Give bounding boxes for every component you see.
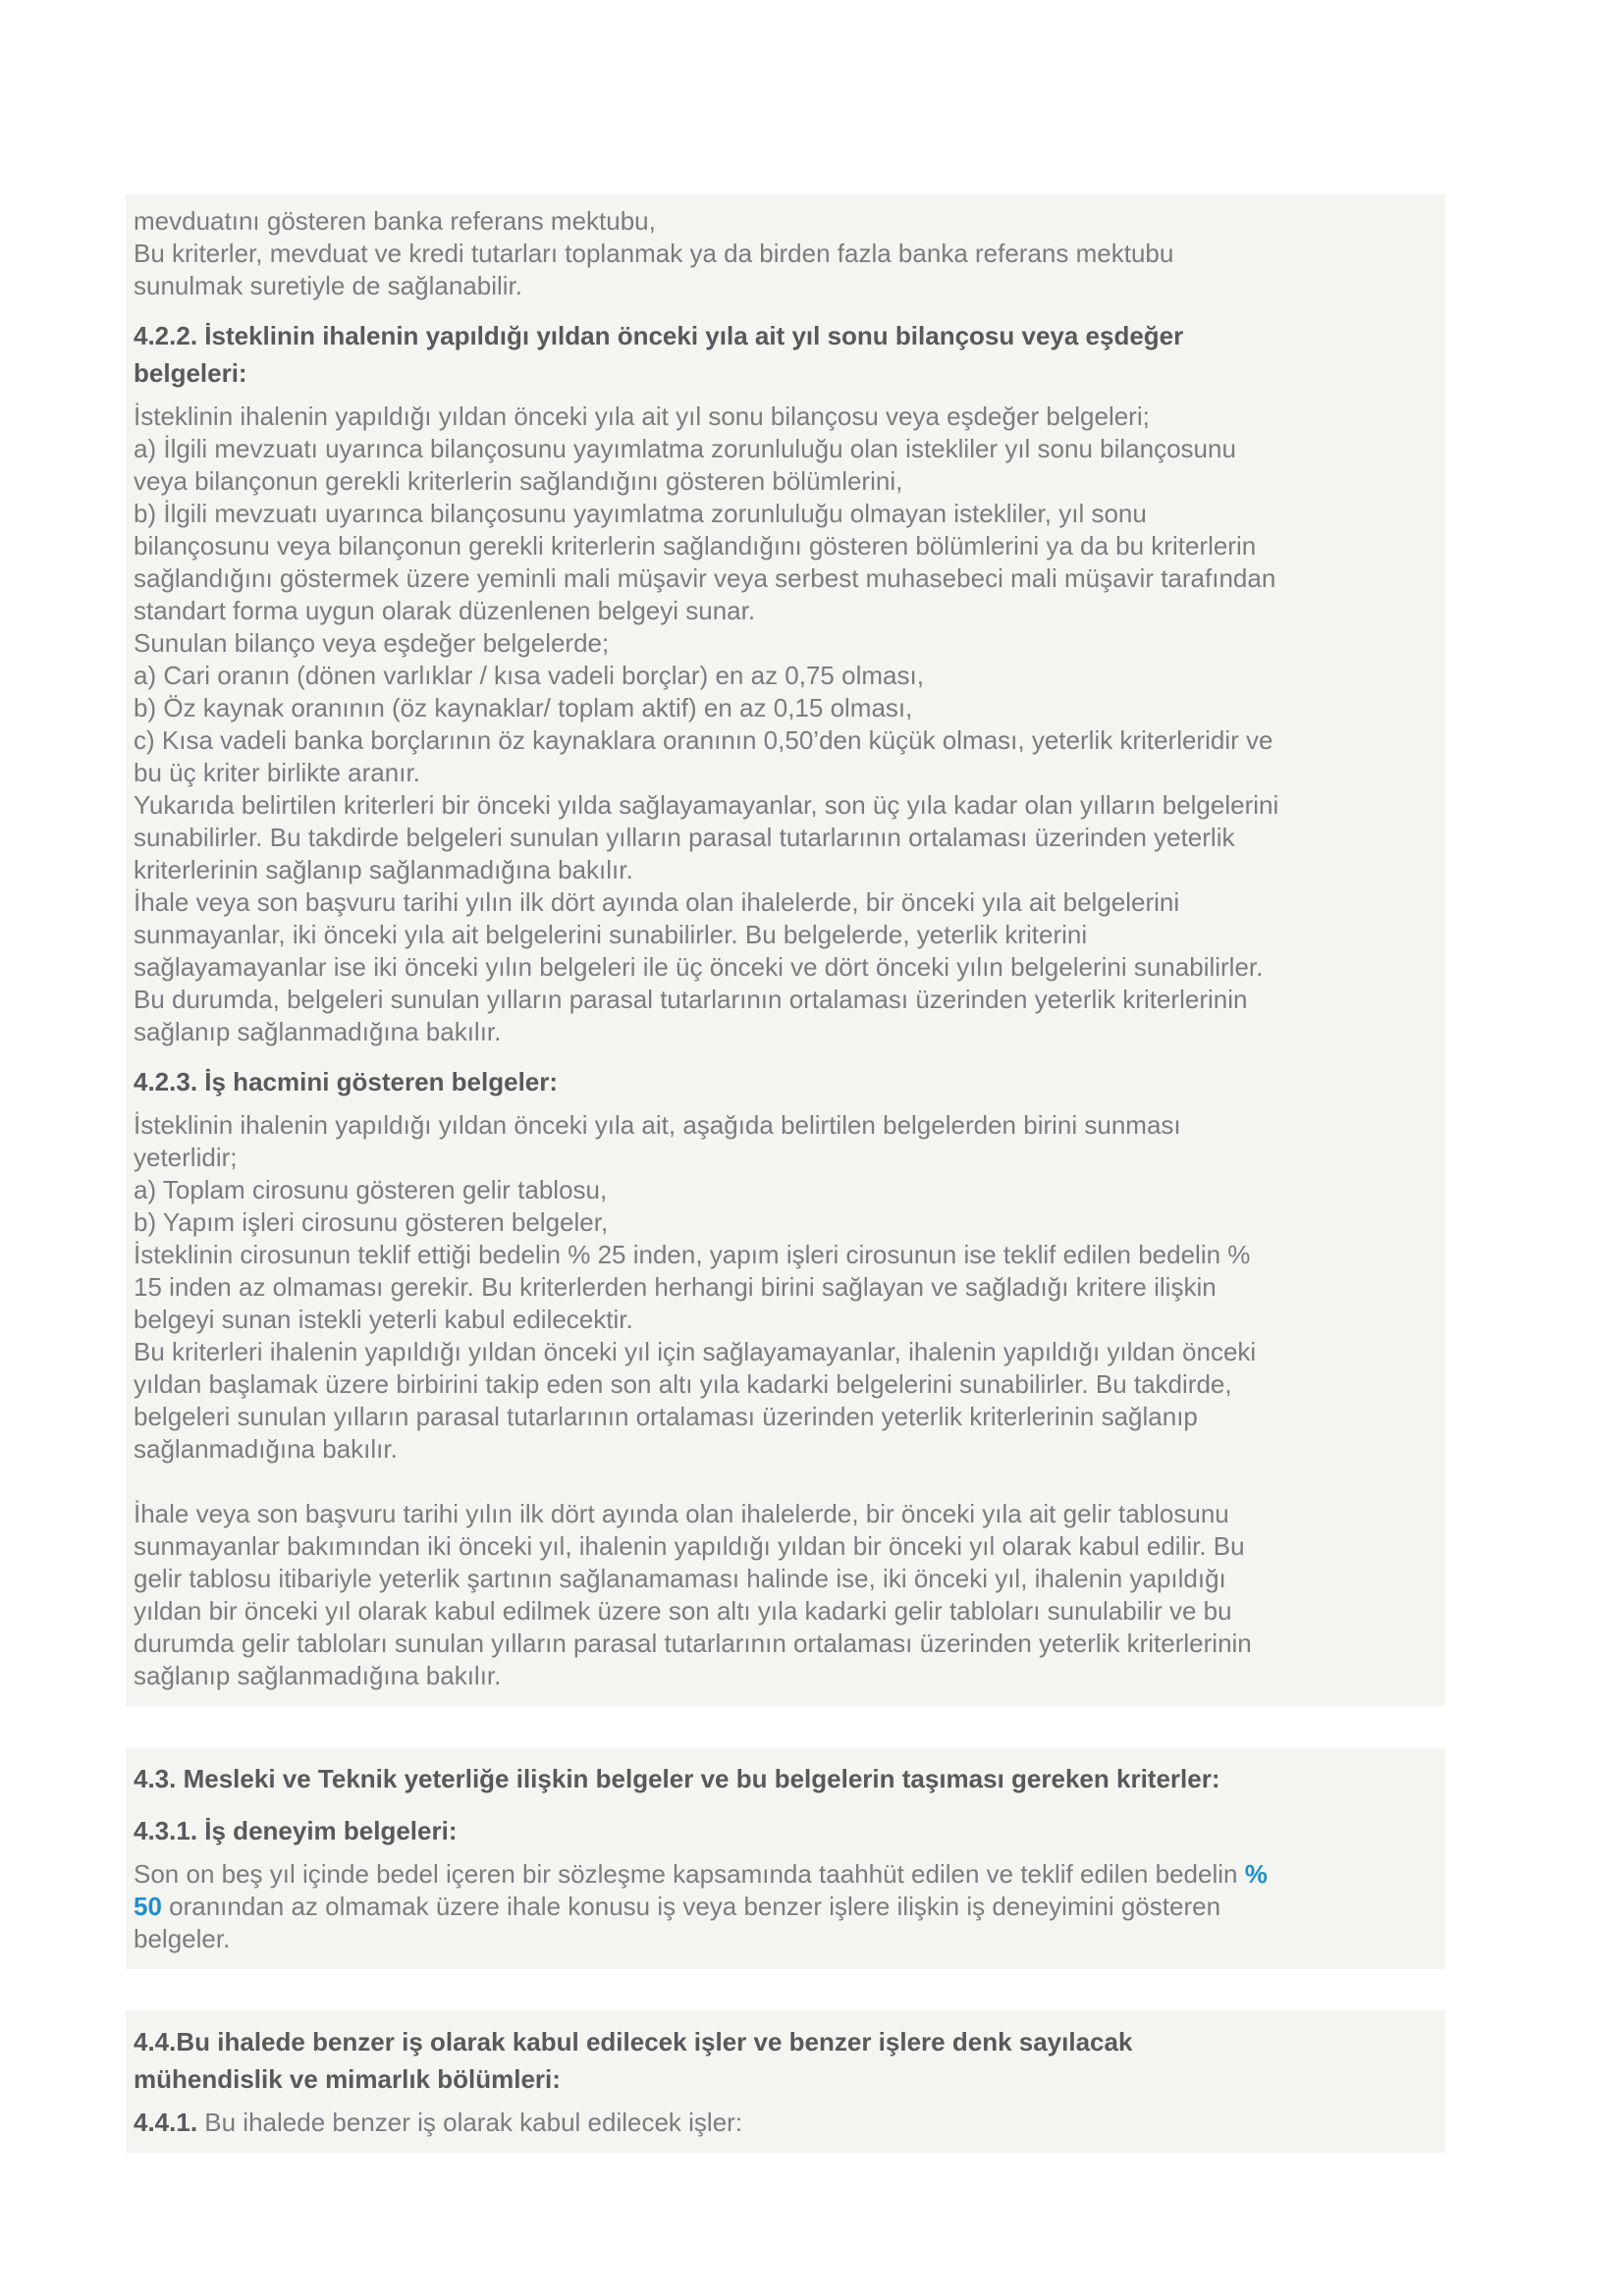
text-line: Yukarıda belirtilen kriterleri bir önceki yılda sağlayamayanlar, son üç yıla kadar olan yılların belgelerini xyxy=(134,790,1279,820)
text-line xyxy=(134,2107,1437,2139)
text-line: standart forma uygun olarak düzenlenen belgeyi sunar. xyxy=(134,596,756,625)
text-line: 4.3.1. İş deneyim belgeleri: xyxy=(134,1816,458,1845)
text-line: durumda gelir tabloları sunulan yılların parasal tutarlarının ortalaması üzerinden yeterlik kriterlerinin xyxy=(134,1629,1252,1658)
text-line: İhale veya son başvuru tarihi yılın ilk dört ayında olan ihalelerde, bir önceki yıla ait gelir tablosunu xyxy=(134,1499,1229,1528)
document-root xyxy=(126,194,1445,2153)
text-line: sağlanmadığına bakılır. xyxy=(134,1434,398,1464)
text-segment: Bu ihalede benzer iş olarak kabul edilecek işler: xyxy=(197,2108,743,2137)
text-line: 15 inden az olmaması gerekir. Bu kriterlerden herhangi birini sağlayan ve sağladığı kritere ilişkin xyxy=(134,1272,1217,1302)
text-line: 4.2.3. İş hacmini gösteren belgeler: xyxy=(134,1067,559,1096)
section-economic-qualification xyxy=(126,194,1445,1706)
text-line xyxy=(134,1466,1437,1498)
text-line: belgeyi sunan istekli yeterli kabul edilecektir. xyxy=(134,1305,633,1334)
text-line: 4.2.2. İsteklinin ihalenin yapıldığı yıldan önceki yıla ait yıl sonu bilançosu veya eşdeğer xyxy=(134,321,1184,350)
paragraph xyxy=(134,1109,1437,1692)
text-line: İhale veya son başvuru tarihi yılın ilk dört ayında olan ihalelerde, bir önceki yıla ait belgelerini xyxy=(134,887,1180,917)
text-segment: Son on beş yıl içinde bedel içeren bir sözleşme kapsamında taahhüt edilen ve teklif edilen bedelin xyxy=(134,1859,1245,1889)
text-line: mevduatını gösteren banka referans mektubu, xyxy=(134,206,656,236)
text-line: a) Cari oranın (dönen varlıklar / kısa vadeli borçlar) en az 0,75 olması, xyxy=(134,661,924,690)
text-line: bilançosunu veya bilançonun gerekli kriterlerin sağlandığını gösteren bölümlerini ya da bu kriterlerin xyxy=(134,531,1257,561)
text-line: b) Öz kaynak oranının (öz kaynaklar/ toplam aktif) en az 0,15 olması, xyxy=(134,693,913,722)
text-line: b) İlgili mevzuatı uyarınca bilançosunu yayımlatma zorunluluğu olmayan istekliler, yıl sonu xyxy=(134,499,1147,528)
paragraph xyxy=(134,2107,1437,2139)
accent-text: 50 xyxy=(134,1892,162,1921)
text-line: veya bilançonun gerekli kriterlerin sağlandığını gösteren bölümlerini, xyxy=(134,466,903,496)
section-heading xyxy=(134,1063,1437,1100)
text-line: yıldan başlamak üzere birbirini takip eden son altı yıla kadarki belgelerini sunabilirler. Bu takdirde, xyxy=(134,1369,1232,1399)
text-line xyxy=(134,1858,1437,1891)
text-line: İsteklinin ihalenin yapıldığı yıldan önceki yıla ait yıl sonu bilançosu veya eşdeğer belgeleri; xyxy=(134,401,1150,431)
text-line: yıldan bir önceki yıl olarak kabul edilmek üzere son altı yıla kadarki gelir tabloları sunulabilir ve bu xyxy=(134,1596,1232,1626)
paragraph xyxy=(134,205,1437,302)
section-heading xyxy=(134,317,1437,392)
text-line: a) İlgili mevzuatı uyarınca bilançosunu yayımlatma zorunluluğu olan istekliler yıl sonu bilançosunu xyxy=(134,434,1236,463)
text-line: sunmayanlar, iki önceki yıla ait belgelerini sunabilirler. Bu belgelerde, yeterlik kriterini xyxy=(134,920,1088,949)
paragraph xyxy=(134,1858,1437,1955)
text-segment: oranından az olmamak üzere ihale konusu iş veya benzer işlere ilişkin iş deneyimini gösteren xyxy=(161,1892,1221,1921)
section-heading xyxy=(134,1760,1437,1797)
text-line: kriterlerinin sağlanıp sağlanmadığına bakılır. xyxy=(134,855,633,884)
text-line: sunulmak suretiyle de sağlanabilir. xyxy=(134,271,522,300)
text-line: b) Yapım işleri cirosunu gösteren belgeler, xyxy=(134,1207,609,1237)
text-line: 4.3. Mesleki ve Teknik yeterliğe ilişkin belgeler ve bu belgelerin taşıması gereken kriterler: xyxy=(134,1764,1220,1793)
text-line: sağlanıp sağlanmadığına bakılır. xyxy=(134,1017,502,1046)
text-line: sağlandığını göstermek üzere yeminli mali müşavir veya serbest muhasebeci mali müşavir tarafından xyxy=(134,563,1276,593)
text-line: yeterlidir; xyxy=(134,1143,238,1172)
text-line: c) Kısa vadeli banka borçlarının öz kaynaklara oranının 0,50’den küçük olması, yeterlik kriterleridir ve xyxy=(134,725,1273,755)
text-line: sağlayamayanlar ise iki önceki yılın belgeleri ile üç önceki ve dört önceki yılın belgelerini sunabilirler. xyxy=(134,952,1264,982)
text-line: belgeler. xyxy=(134,1924,231,1953)
text-line: belgeleri: xyxy=(134,358,247,388)
text-line: gelir tablosu itibariyle yeterlik şartının sağlanamaması halinde ise, iki önceki yıl, ihalenin yapıldığı xyxy=(134,1564,1226,1593)
text-line: a) Toplam cirosunu gösteren gelir tablosu, xyxy=(134,1175,608,1204)
text-line: 4.4.Bu ihalede benzer iş olarak kabul edilecek işler ve benzer işlere denk sayılacak xyxy=(134,2027,1133,2056)
text-line: İsteklinin cirosunun teklif ettiği bedelin % 25 inden, yapım işleri cirosunun ise teklif edilen bedelin % xyxy=(134,1240,1251,1269)
text-line: bu üç kriter birlikte aranır. xyxy=(134,758,420,787)
text-line: mühendislik ve mimarlık bölümleri: xyxy=(134,2064,561,2094)
section-professional-technical-qualification xyxy=(126,1747,1445,1969)
paragraph xyxy=(134,400,1437,1048)
text-line: Sunulan bilanço veya eşdeğer belgelerde; xyxy=(134,628,610,658)
text-line: İsteklinin ihalenin yapıldığı yıldan önceki yıla ait, aşağıda belirtilen belgelerden birini sunması xyxy=(134,1110,1181,1140)
section-heading xyxy=(134,1812,1437,1849)
text-line: Bu kriterler, mevduat ve kredi tutarları toplanmak ya da birden fazla banka referans mektubu xyxy=(134,239,1174,268)
text-line: Bu kriterleri ihalenin yapıldığı yıldan önceki yıl için sağlayamayanlar, ihalenin yapıldığı yıldan önceki xyxy=(134,1337,1257,1366)
section-similar-works xyxy=(126,2010,1445,2153)
accent-text: % xyxy=(1244,1859,1268,1889)
text-line: sunabilirler. Bu takdirde belgeleri sunulan yılların parasal tutarlarının ortalaması üzerinden yeterlik xyxy=(134,823,1235,852)
text-line xyxy=(134,1891,1437,1923)
text-line: belgeleri sunulan yılların parasal tutarlarının ortalaması üzerinden yeterlik kriterlerinin sağlanıp xyxy=(134,1402,1198,1431)
text-line: sunmayanlar bakımından iki önceki yıl, ihalenin yapıldığı yıldan bir önceki yıl olarak kabul edilir. Bu xyxy=(134,1531,1245,1561)
text-line: Bu durumda, belgeleri sunulan yılların parasal tutarlarının ortalaması üzerinden yeterlik kriterlerinin xyxy=(134,985,1248,1014)
text-line: sağlanıp sağlanmadığına bakılır. xyxy=(134,1661,502,1690)
section-heading xyxy=(134,2023,1437,2098)
bold-label: 4.4.1. xyxy=(134,2108,198,2137)
